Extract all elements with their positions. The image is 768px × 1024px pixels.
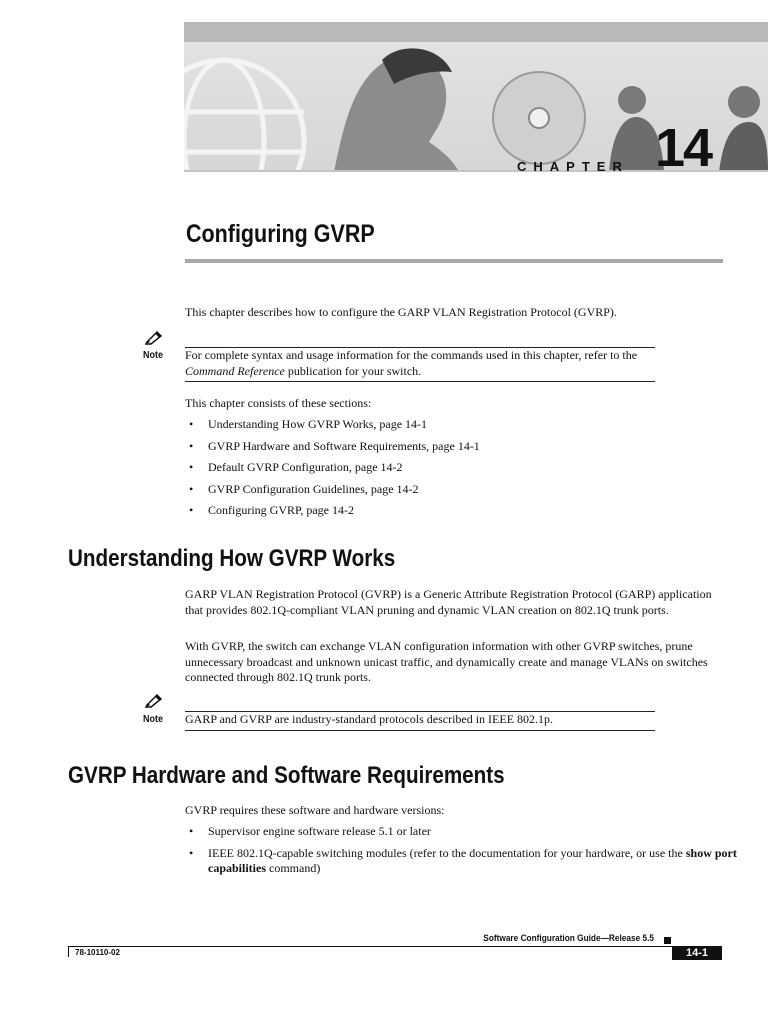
chapter-label: CHAPTER bbox=[517, 159, 629, 174]
chapter-title: Configuring GVRP bbox=[186, 220, 375, 248]
section-heading: GVRP Hardware and Software Requirements bbox=[68, 762, 505, 789]
note-emphasis: Command Reference bbox=[185, 363, 285, 378]
list-item: • Configuring GVRP, page 14-2 bbox=[189, 503, 738, 519]
note-text: GARP and GVRP are industry-standard protocols described in IEEE 802.1p. bbox=[185, 712, 554, 726]
footer-rule bbox=[68, 946, 722, 947]
command-name: show port capabilities bbox=[208, 845, 737, 875]
note-box bbox=[185, 347, 655, 382]
list-item-text-end: command) bbox=[266, 861, 321, 875]
list-item: • Default GVRP Configuration, page 14-2 bbox=[189, 460, 738, 476]
footer-tick bbox=[68, 946, 69, 957]
list-item bbox=[189, 846, 738, 877]
section-heading: Understanding How GVRP Works bbox=[68, 545, 396, 572]
footer-marker bbox=[664, 937, 671, 944]
list-item-text: IEEE 802.1Q-capable switching modules (refer to the documentation for your hardware, or use the bbox=[208, 845, 686, 860]
note-text-end: publication for your switch. bbox=[284, 363, 422, 378]
title-rule bbox=[185, 259, 723, 263]
list-item: • Understanding How GVRP Works, page 14-1 bbox=[189, 417, 738, 433]
sections-intro: This chapter consists of these sections: bbox=[185, 396, 372, 410]
section-paragraph: GVRP requires these software and hardware versions: bbox=[185, 803, 445, 817]
note-label: Note bbox=[143, 350, 164, 361]
requirements-list bbox=[189, 824, 738, 883]
pencil-icon bbox=[144, 329, 164, 345]
intro-paragraph: This chapter describes how to configure the GARP VLAN Registration Protocol (GVRP). bbox=[185, 305, 617, 319]
note-label: Note bbox=[143, 714, 164, 725]
list-item: • GVRP Hardware and Software Requirements, page 14-1 bbox=[189, 439, 738, 455]
pencil-icon bbox=[144, 692, 164, 708]
footer-doc-number: 78-10110-02 bbox=[75, 948, 120, 957]
section-paragraph: With GVRP, the switch can exchange VLAN configuration information with other GVRP switches, prune unnecessary broadcast and unknown unicast traffic, and dynamically create and manage VLANs on switches connected through 802.1Q trunk ports. bbox=[185, 639, 708, 684]
footer-guide-title: Software Configuration Guide—Release 5.5 bbox=[483, 933, 654, 943]
sections-list bbox=[189, 417, 738, 525]
section-paragraph: GARP VLAN Registration Protocol (GVRP) is a Generic Attribute Registration Protocol (GARP) application that provides 802.1Q-compliant VLAN pruning and dynamic VLAN creation on 802.1Q trunk ports. bbox=[185, 587, 712, 617]
note-text: For complete syntax and usage information for the commands used in this chapter, refer to the bbox=[185, 348, 638, 362]
chapter-number: 14 bbox=[655, 118, 712, 178]
page-number: 14-1 bbox=[672, 947, 722, 960]
list-item: • Supervisor engine software release 5.1 or later bbox=[189, 824, 738, 840]
list-item: • GVRP Configuration Guidelines, page 14-2 bbox=[189, 482, 738, 498]
note-box bbox=[185, 711, 655, 731]
